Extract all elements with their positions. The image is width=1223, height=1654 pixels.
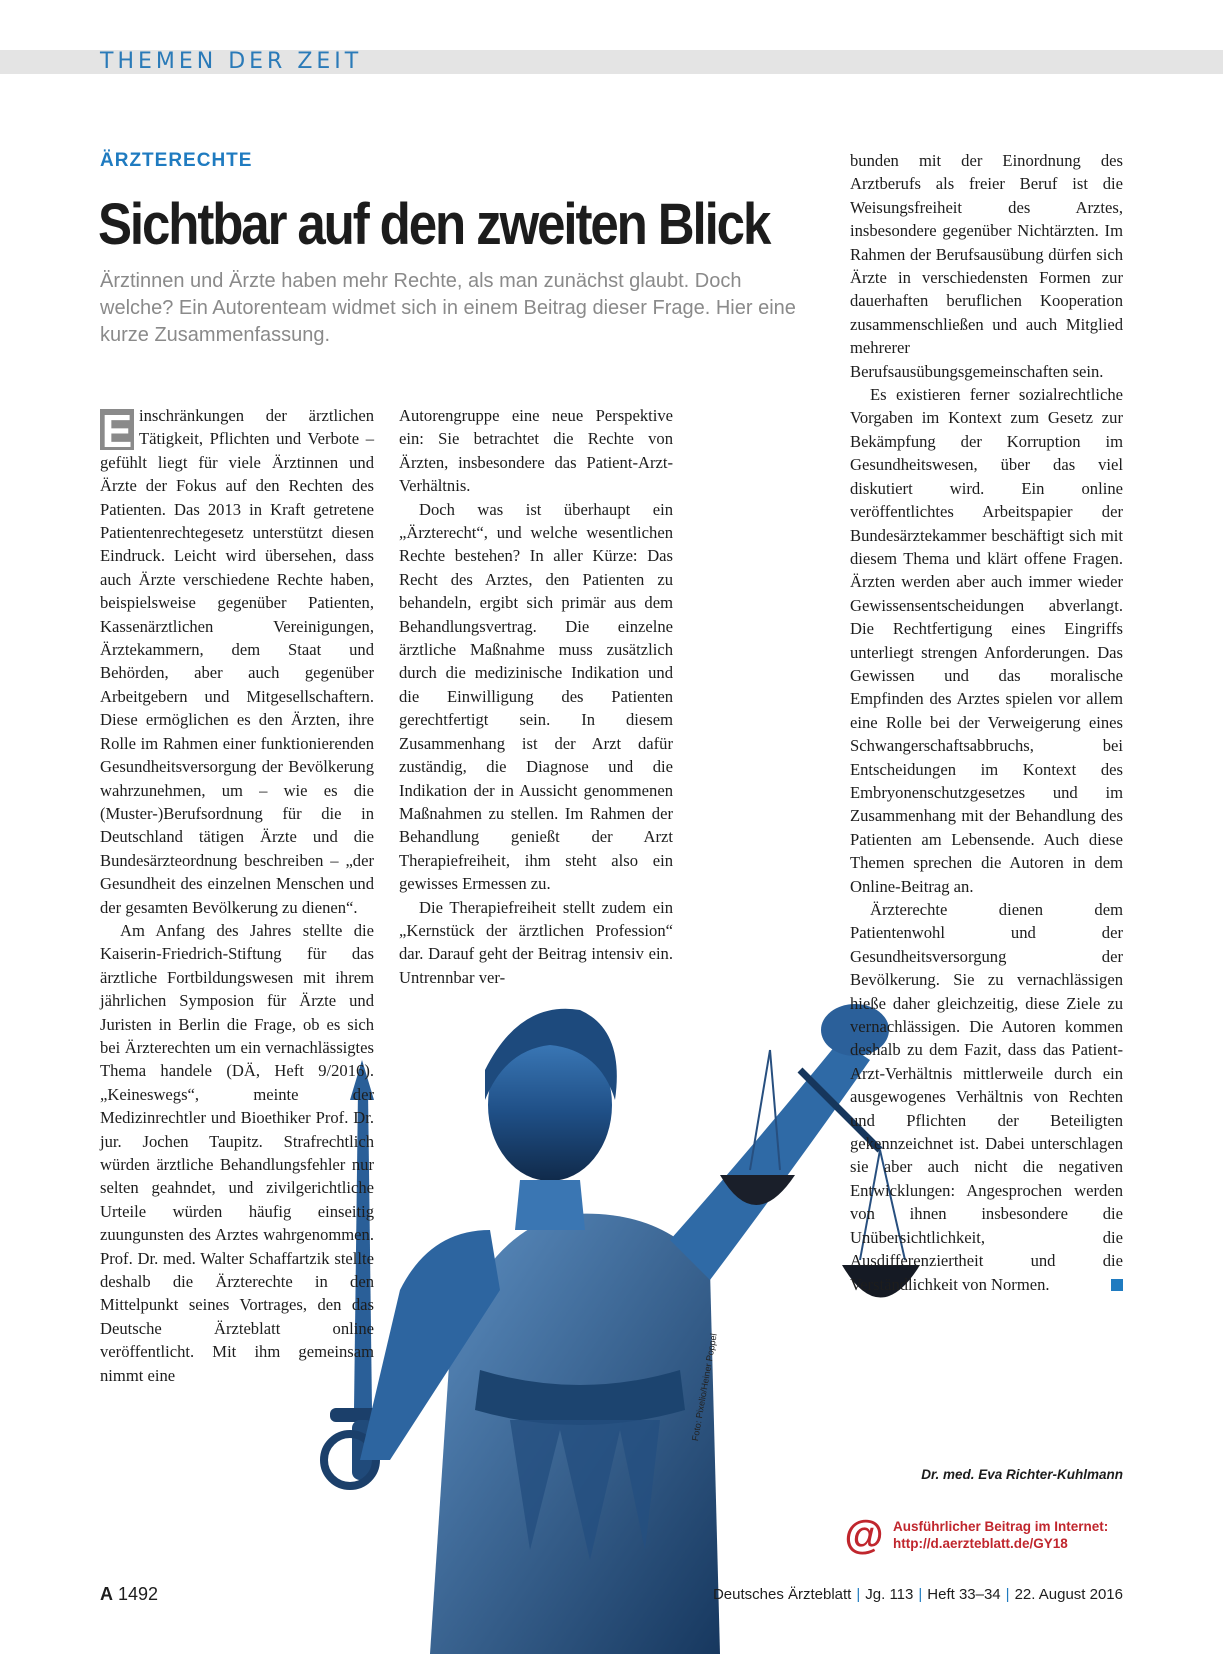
paragraph: inschränkungen der ärztlichen Tätigkeit, Pflichten und Verbote – gefühlt liegt für viele Ärztinnen und Ärzte der Fokus auf den Rechten des Patienten. Das 2013 in Kraft getretene Patientenrechtegesetz unterstützt diesen Eindruck. Leicht wird übersehen, dass auch Ärzte verschiedene Rechte haben, beispielsweise gegenüber Patienten, Kassenärztlichen Vereinigungen, Ärztekammern, dem Staat und Behörden, aber auch gegenüber Arbeitgebern und Mitgesellschaftern. Diese ermöglichen es den Ärzten, ihre Rolle im Rahmen einer funktionierenden Gesundheitsversorgung der Bevölkerung wahrzunehmen, um – wie es die (Muster-)Berufsordnung für die in Deutschland tätigen Ärzte und die Bundesärzteordnung beschreiben – „der Gesundheit des einzelnen Menschen und der gesamten Bevölkerung zu dienen“. [100,406,374,917]
journal-name: Deutsches Ärzteblatt [712,1586,852,1603]
online-reference-link[interactable]: http://d.aerzteblatt.de/GY18 [893,1536,1068,1551]
article-lead: Ärztinnen und Ärzte haben mehr Rechte, als man zunächst glaubt. Doch welche? Ein Autorenteam widmet sich in einem Beitrag dieser Frage. Hier eine kurze Zusammenfassung. [100,270,796,346]
online-reference-label: Ausführlicher Beitrag im Internet: [893,1519,1109,1534]
paragraph: Ärzterechte dienen dem Patientenwohl und der Gesundheitsversorgung der Bevölkerung. Sie zu vernachlässigen hieße daher gleichzeitig, diese Ziele zu vernachlässigen. Die Autoren kommen deshalb zu dem Fazit, dass das Patient-Arzt-Verhältnis mittlerweile durch ein ausgewogenes Verhältnis von Rechten und Pflichten der Beteiligten gekennzeichnet ist. Dabei unterschlagen sie aber auch nicht die negativen Entwicklungen: Angesprochen werden von ihnen insbesondere die Unübersichtlichkeit, die Ausdifferenziertheit und die Verständlichkeit von Normen. [850,900,1123,1294]
photo-credit: Foto: Pixelio/Heiner Poppel [690,1332,719,1442]
article-kicker: ÄRZTERECHTE [100,150,253,171]
page-number [100,1584,158,1605]
page-prefix: A [100,1584,113,1604]
paragraph: Am Anfang des Jahres stellte die Kaiserin-Friedrich-Stiftung für das ärztliche Fortbildungswesen mit ihrem jährlichen Symposion für Ärzte und Juristen in Berlin die Frage, ob es sich bei Ärzterechten um ein vernachlässigtes Thema handele (DÄ, Heft 9/2016). „Keineswegs“, meinte der Medizinrechtler und Bioethiker Prof. Dr. jur. Jochen Taupitz. Strafrechtlich würden ärztliche Behandlungsfehler nur selten geahndet, und zivilgerichtliche Urteile würden häufig einseitig zuungunsten des Arztes wahrgenommen. Prof. Dr. med. Walter Schaffartzik stellte deshalb die Ärzterechte in den Mittelpunkt seines Vortrages, den das Deutsche Ärzteblatt online veröffentlicht. Mit ihm gemeinsam nimmt eine [100,920,374,1385]
paragraph: Es existieren ferner sozialrechtliche Vorgaben im Kontext zum Gesetz zur Bekämpfung der Korruption im Gesundheitswesen, über das viel diskutiert wird. Ein online veröffentlichtes Arbeitspapier der Bundesärztekammer beschäftigt sich mit diesem Thema und klärt offene Fragen. Ärzten werden aber auch immer wieder Gewissensentscheidungen abverlangt. Die Rechtfertigung eines Eingriffs unterliegt strengen Anforderungen. Das Gewissen und das moralische Empfinden des Arztes spielen vor allem eine Rolle bei der Verweigerung eines Schwangerschaftsabbruchs, bei Entscheidungen im Kontext des Embryonenschutzgesetzes und im Zusammenhang mit der Behandlung des Patienten am Lebensende. Auch diese Themen sprechen die Autoren in dem Online-Beitrag an. [850,385,1123,896]
article-column-1 [100,404,374,1387]
online-reference[interactable] [893,1518,1108,1552]
footer-info [713,1586,1123,1603]
article-headline: Sichtbar auf den zweiten Blick [98,192,770,257]
journal-date: 22. August 2016 [1014,1586,1123,1603]
section-title: THEMEN DER ZEIT [100,49,363,74]
footer-divider: | [918,1586,923,1603]
journal-issue: Heft 33–34 [927,1586,1001,1603]
page-number-value: 1492 [118,1584,159,1604]
article-column-2 [399,404,673,989]
paragraph: Doch was ist überhaupt ein „Ärzterecht“, und welche wesentlichen Rechte bestehen? In aller Kürze: Das Recht des Arztes, den Patienten zu behandeln, ergibt sich primär aus dem Behandlungsvertrag. Die einzelne ärztliche Maßnahme muss zusätzlich durch die medizinische Indikation und die Einwilligung des Patienten gerechtfertigt sein. In diesem Zusammenhang ist der Arzt dafür zuständig, die Diagnose und die Indikation der in Aussicht genommenen Maßnahmen zu stellen. Im Rahmen der Behandlung genießt der Arzt Therapiefreiheit, ihm steht also ein gewisses Ermessen zu. [399,499,673,894]
footer-divider: | [856,1586,861,1603]
paragraph: bunden mit der Einordnung des Arztberufs als freier Beruf ist die Weisungsfreiheit des Arztes, insbesondere gegenüber Nichtärzten. Im Rahmen der Berufsausübung dürfen sich Ärzte in verschiedensten Formen zur dauerhaften beruflichen Kooperation zusammenschließen und auch Mitglied mehrerer Berufsausübungsgemeinschaften sein. [850,151,1123,381]
svg-text:@: @ [844,1514,884,1556]
article-column-3 [850,149,1123,1296]
end-mark-icon [1111,1279,1123,1291]
dropcap: E [101,405,133,457]
footer-divider: | [1005,1586,1010,1603]
paragraph: Die Therapiefreiheit stellt zudem ein „Kernstück der ärztlichen Profession“ dar. Darauf geht der Beitrag intensiv ein. Untrennbar ver- [399,897,673,987]
paragraph: Autorengruppe eine neue Perspektive ein: Sie betrachtet die Rechte von Ärzten, insbesondere das Patient-Arzt-Verhältnis. [399,406,673,496]
journal-volume: Jg. 113 [865,1586,914,1603]
at-sign-icon [843,1514,885,1556]
author-name: Dr. med. Eva Richter-Kuhlmann [921,1467,1123,1482]
justitia-statue-image [280,990,940,1654]
